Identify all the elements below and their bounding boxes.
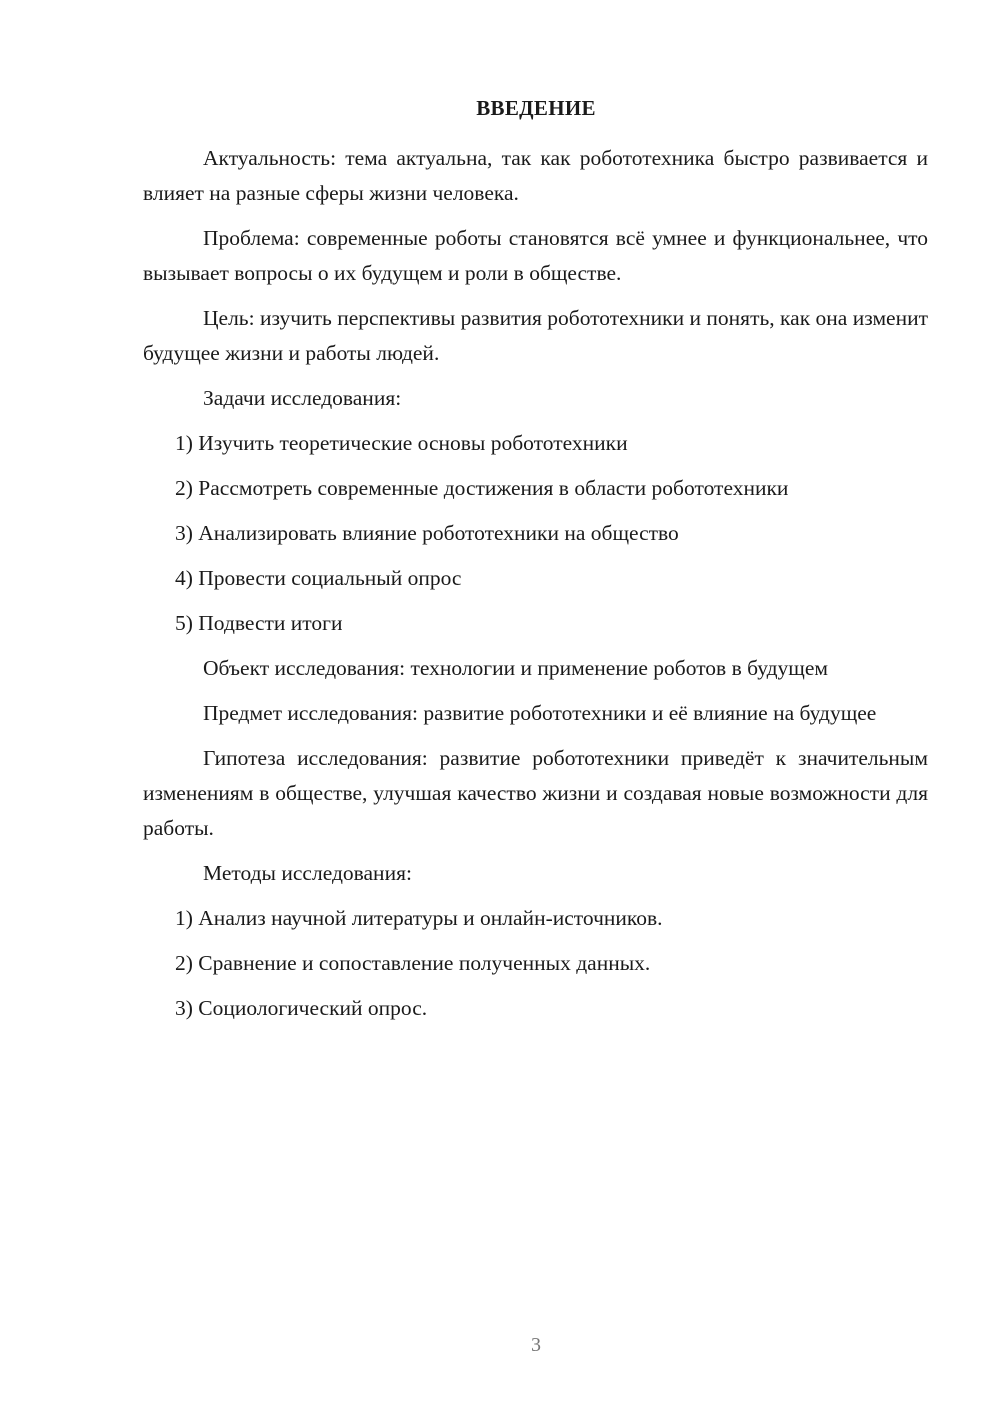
object-paragraph: Объект исследования: технологии и применение роботов в будущем — [203, 656, 829, 680]
list-item: 3) Социологический опрос. — [175, 996, 428, 1020]
list-item: 1) Изучить теоретические основы робототехники — [175, 431, 628, 455]
list-item: 2) Сравнение и сопоставление полученных данных. — [175, 951, 651, 975]
relevance-paragraph: Актуальность: тема актуальна, так как робототехника быстро развивается и влияет на разные сферы жизни человека. — [143, 146, 928, 205]
methods-list — [143, 901, 928, 1026]
tasks-heading: Задачи исследования: — [203, 386, 402, 410]
document-body — [143, 141, 928, 1036]
goal-paragraph: Цель: изучить перспективы развития робототехники и понять, как она изменит будущее жизни и работы людей. — [143, 306, 928, 365]
problem-paragraph: Проблема: современные роботы становятся всё умнее и функциональнее, что вызывает вопросы о их будущем и роли в обществе. — [143, 226, 928, 285]
subject-paragraph: Предмет исследования: развитие робототехники и её влияние на будущее — [203, 701, 877, 725]
hypothesis-paragraph: Гипотеза исследования: развитие робототехники приведёт к значительным изменениям в обществе, улучшая качество жизни и создавая новые возможности для работы. — [143, 746, 928, 840]
methods-heading: Методы исследования: — [203, 861, 412, 885]
list-item: 3) Анализировать влияние робототехники на общество — [175, 521, 679, 545]
page-number: 3 — [531, 1334, 541, 1356]
list-item: 4) Провести социальный опрос — [175, 566, 462, 590]
page-title: ВВЕДЕНИЕ — [476, 96, 596, 120]
list-item: 5) Подвести итоги — [175, 611, 343, 635]
tasks-list — [143, 426, 928, 641]
list-item: 1) Анализ научной литературы и онлайн-источников. — [175, 906, 663, 930]
list-item: 2) Рассмотреть современные достижения в области робототехники — [175, 476, 789, 500]
